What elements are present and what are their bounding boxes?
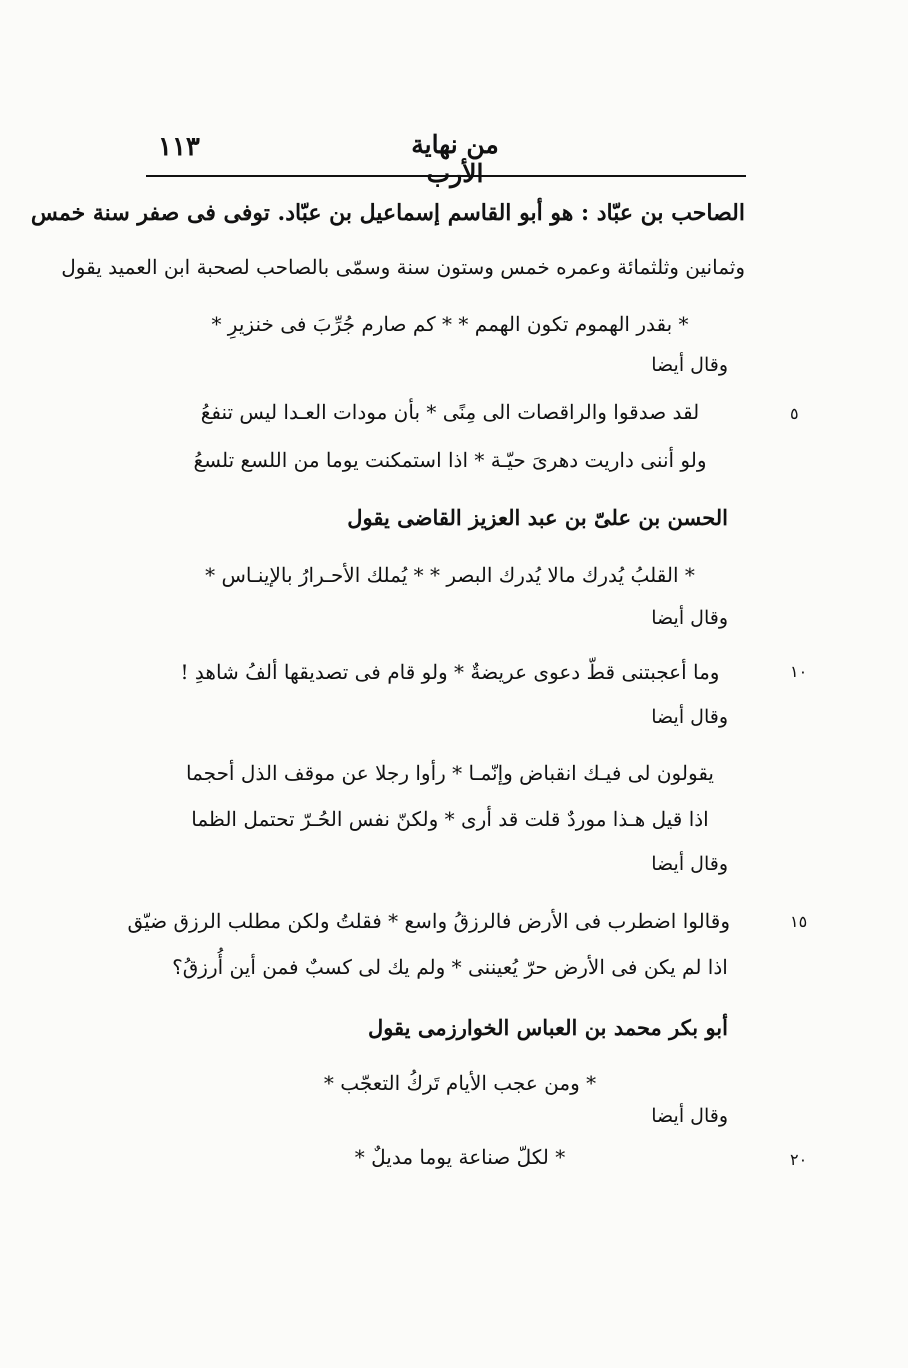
said-also-label: وقال أيضا bbox=[651, 354, 728, 376]
margin-line-number: ١٠ bbox=[790, 662, 808, 681]
verse-line: اذا قيل هـذا موردٌ قلت قد أرى * ولكنّ نفس الحُـرّ تحتمل الظما bbox=[191, 807, 709, 831]
header-rule bbox=[146, 175, 746, 177]
verse-line: * ومن عجب الأيام تَركُ التعجّب * bbox=[323, 1071, 597, 1095]
verse-line: وقالوا اضطرب فى الأرض فالرزقُ واسع * فقلتُ ولكن مطلب الرزق ضيّق bbox=[127, 909, 730, 933]
page-number: ١١٣ bbox=[158, 132, 200, 162]
said-also-label: وقال أيضا bbox=[651, 853, 728, 875]
verse-line: لقد صدقوا والراقصات الى مِنًى * بأن مودات العـدا ليس تنفعُ bbox=[200, 400, 700, 424]
bio-sahib-line-1: الصاحب بن عبّاد : هو أبو القاسم إسماعيل بن عبّاد. توفى فى صفر سنة خمس bbox=[30, 200, 745, 226]
page-header bbox=[150, 128, 742, 188]
margin-line-number: ٥ bbox=[790, 404, 799, 423]
margin-line-number: ١٥ bbox=[790, 912, 808, 931]
poet-heading-hasan: الحسن بن علىّ بن عبد العزيز القاضى يقول bbox=[347, 505, 728, 530]
poet-heading-khwarizmi: أبو بكر محمد بن العباس الخوارزمى يقول bbox=[367, 1015, 728, 1040]
said-also-label: وقال أيضا bbox=[651, 607, 728, 629]
verse-line: ولو أننى داريت دهرىَ حيّـة * اذا استمكنت يوما من اللسع تلسعُ bbox=[193, 448, 707, 472]
verse-line: يقولون لى فيـك انقباض وإنّمـا * رأوا رجلا عن موقف الذل أحجما bbox=[186, 761, 714, 785]
verse-line: وما أعجبتنى قطّ دعوى عريضةٌ * ولو قام فى تصديقها ألفُ شاهدِ ! bbox=[180, 660, 720, 684]
said-also-label: وقال أيضا bbox=[651, 706, 728, 728]
verse-line: * القلبُ يُدرك مالا يُدرك البصر * * يُملك الأحـرارُ بالإينـاس * bbox=[205, 563, 695, 587]
verse-line: * بقدر الهموم تكون الهمم * * كم صارم جُرِّبَ فى خنزيرِ * bbox=[211, 312, 689, 336]
verse-line: اذا لم يكن فى الأرض حرّ يُعيننى * ولم يك لى كسبٌ فمن أين أُرزقُ؟ bbox=[172, 955, 728, 979]
said-also-label: وقال أيضا bbox=[651, 1105, 728, 1127]
margin-line-number: ٢٠ bbox=[790, 1150, 808, 1169]
running-title: من نهاية الأرب bbox=[411, 130, 499, 188]
verse-line: * لكلّ صناعة يوما مديلٌ * bbox=[354, 1145, 566, 1169]
bio-sahib-line-2: وثمانين وثلثمائة وعمره خمس وستون سنة وسمّى بالصاحب لصحبة ابن العميد يقول bbox=[61, 255, 745, 279]
